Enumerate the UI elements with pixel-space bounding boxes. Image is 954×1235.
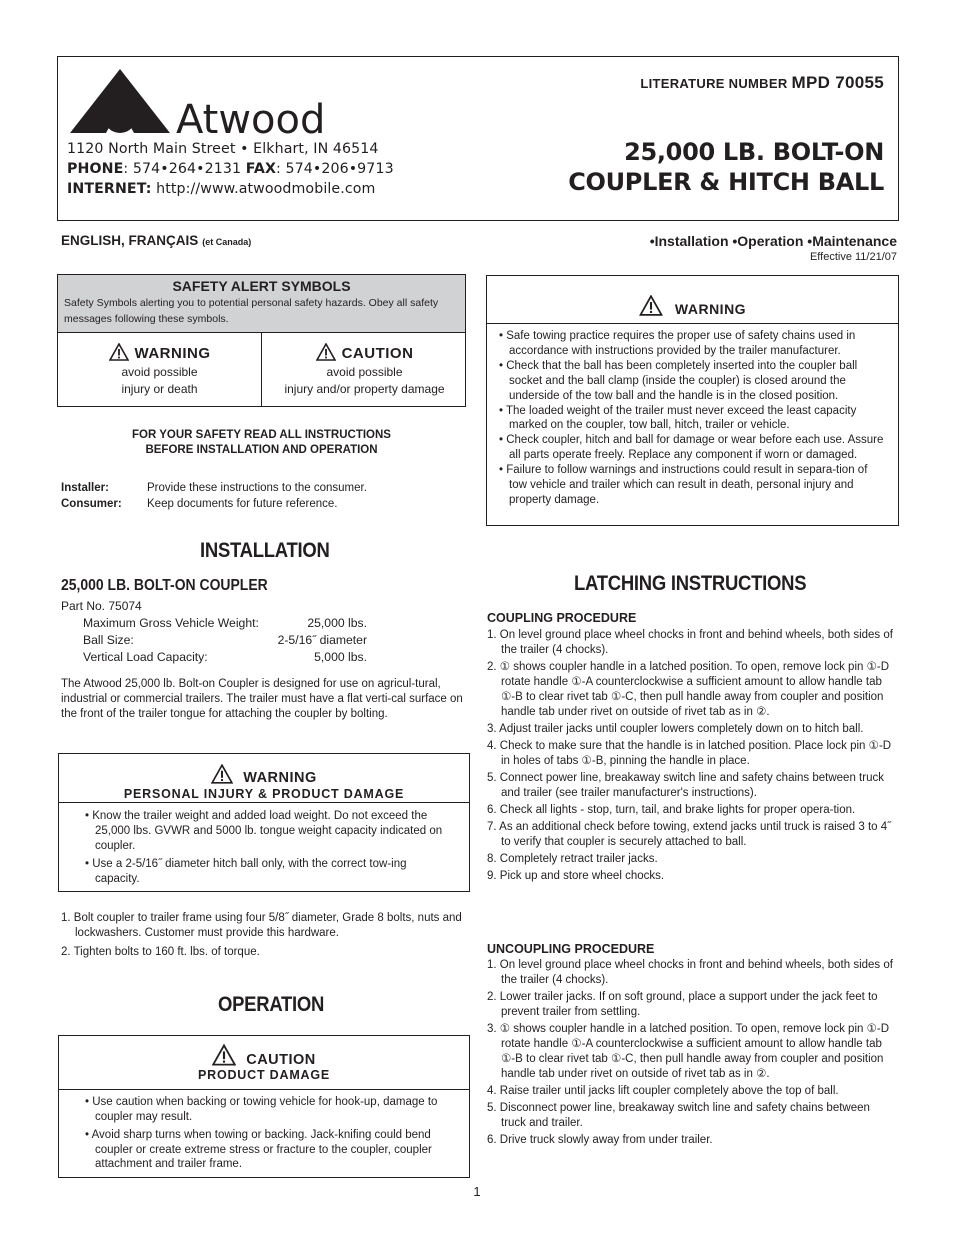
operation-heading: OPERATION [218, 993, 325, 1016]
part-number: Part No. 75074 [61, 599, 142, 613]
internet-line: INTERNET: http://www.atwoodmobile.com [67, 181, 376, 197]
list-item: • Failure to follow warnings and instructions could result in separa-tion of tow vehicle and trailer which can result in death, personal injury and property damage. [499, 463, 884, 508]
phone-line: PHONE: 574•264•2131 FAX: 574•206•9713 [67, 161, 394, 177]
product-title: 25,000 LB. BOLT-ON COUPLER [61, 577, 268, 594]
warning-triangle-icon [316, 343, 336, 361]
uncoupling-title: UNCOUPLING PROCEDURE [487, 942, 655, 956]
warning-triangle-icon [212, 1044, 236, 1066]
installation-heading: INSTALLATION [200, 539, 330, 562]
spec-row: Ball Size: 2-5/16˝ diameter [83, 633, 367, 647]
list-item: 1. On level ground place wheel chocks in front and behind wheels, both sides of the trailer (4 chocks). [487, 629, 893, 656]
warning-triangle-icon [211, 764, 233, 784]
header-box [57, 56, 899, 221]
spec-row: Vertical Load Capacity: 5,000 lbs. [83, 650, 367, 664]
list-item: 7. As an additional check before towing, extend jacks until truck is raised 3 to 4˝ to verify that coupler is securely attached to ball. [487, 821, 891, 848]
safety-alert-text: Safety Symbols alerting you to potential personal safety hazards. Obey all safety messages following these symbols. [64, 297, 439, 325]
installation-warning-box: WARNING PERSONAL INJURY & PRODUCT DAMAGE • Know the trailer weight and added load weight. Do not exceed the 25,000 lbs. GVWR and 5000 lb. tongue weight capacity indicated on coupler. • Use a 2-5/16˝ diameter hitch ball only, with the correct tow-ing capacity. [58, 753, 470, 892]
list-item: 8. Completely retract trailer jacks. [487, 853, 658, 865]
list-item: • Safe towing practice requires the proper use of safety chains used in accordance with instructions provided by the trailer manufacturer. [499, 329, 884, 359]
uncoupling-steps [487, 958, 897, 1150]
list-item: 6. Drive truck slowly away from under trailer. [487, 1134, 713, 1146]
warning-triangle-icon [639, 295, 663, 316]
list-item: • Use a 2-5/16˝ diameter hitch ball only, with the correct tow-ing capacity. [83, 857, 449, 887]
warning-subtitle: PERSONAL INJURY & PRODUCT DAMAGE [123, 787, 405, 801]
document-title: 25,000 LB. BOLT-ON COUPLER & HITCH BALL [568, 138, 884, 196]
caution-subtitle: PRODUCT DAMAGE [197, 1068, 331, 1082]
roles-list: Installer: Provide these instructions to the consumer. Consumer: Keep documents for future reference. [61, 482, 367, 510]
list-item: 2. Tighten bolts to 160 ft. lbs. of torque. [61, 946, 260, 958]
languages: ENGLISH, FRANÇAIS (et Canada) [61, 233, 252, 248]
list-item: 5. Connect power line, breakaway switch line and safety chains between truck and trailer (see trailer manufacturer's instructions). [487, 772, 884, 799]
list-item: 5. Disconnect power line, breakaway switch line and safety chains between truck and trailer. [487, 1102, 870, 1129]
atwood-logo-icon [70, 67, 370, 137]
spec-row: Maximum Gross Vehicle Weight: 25,000 lbs. [83, 616, 367, 630]
brand-text: Atwood [176, 97, 326, 137]
warning-legend: WARNING avoid possible injury or death [58, 333, 262, 406]
list-item: • Check that the ball has been completely inserted into the coupler ball socket and the ball clamp (inside the coupler) is closed around the underside of the tow ball and the handle is in the closed position. [499, 359, 884, 404]
list-item: 4. Raise trailer until jacks lift coupler completely above the top of ball. [487, 1085, 839, 1097]
list-item: 2. Lower trailer jacks. If on soft ground, place a support under the jack feet to prevent trailer from settling. [487, 991, 878, 1018]
list-item: 3. Adjust trailer jacks until coupler lowers completely down on to hitch ball. [487, 723, 864, 735]
list-item: 9. Pick up and store wheel chocks. [487, 870, 665, 882]
operation-caution-box: CAUTION PRODUCT DAMAGE • Use caution when backing or towing vehicle for hook-up, damage to coupler may result. • Avoid sharp turns when towing or backing. Jack-knifing could bend coupler or create extreme stress or fracture to the coupler, coupler attachment and trailer frame. [58, 1035, 470, 1178]
coupling-title: COUPLING PROCEDURE [487, 611, 637, 625]
list-item: 6. Check all lights - stop, turn, tail, and brake lights for proper opera-tion. [487, 804, 856, 816]
list-item: 2. ① shows coupler handle in a latched position. To open, remove lock pin ①-D rotate handle ①-A counterclockwise a sufficient amount to allow handle tab ①-B to clear rivet tab ①-C, then pull handle away from coupler and position handle tab under rivet on outside of rivet tab as in ②. [487, 661, 890, 718]
spec-table [83, 615, 367, 666]
safety-alert-title: SAFETY ALERT SYMBOLS [172, 278, 351, 294]
document-sections: •Installation •Operation •Maintenance [649, 233, 897, 249]
coupling-steps [487, 628, 897, 886]
list-item: 4. Check to make sure that the handle is in latched position. Place lock pin ①-D in holes of tabs ①-B, pinning the handle in place. [487, 740, 892, 767]
warning-triangle-icon [109, 343, 129, 361]
list-item: • Avoid sharp turns when towing or backing. Jack-knifing could bend coupler or create extreme stress or fracture to the coupler, coupler attachment and trailer frame. [85, 1128, 453, 1172]
product-description: The Atwood 25,000 lb. Bolt-on Coupler is designed for use on agricul-tural, industrial or commercial trailers. The trailer must have a flat verti-cal surface on the front of the trailer tongue for attaching the coupler by bolting. [61, 678, 463, 720]
company-address [67, 139, 394, 199]
warning-label: WARNING [674, 301, 747, 317]
literature-number: LITERATURE NUMBER MPD 70055 [640, 73, 884, 92]
list-item: • Use caution when backing or towing vehicle for hook-up, damage to coupler may result. [85, 1095, 453, 1124]
page-number: 1 [473, 1184, 481, 1199]
list-item: 3. ① shows coupler handle in a latched position. To open, remove lock pin ①-D rotate handle ①-A counterclockwise a sufficient amount to allow handle tab ①-B to clear rivet tab ①-C, then pull handle away from coupler and position handle tab under rivet on outside of rivet tab as in ②. [487, 1023, 890, 1080]
warning-box [486, 275, 899, 526]
list-item: • The loaded weight of the trailer must never exceed the least capacity marked on the coupler, tow ball, hitch, trailer or vehicle. [499, 404, 884, 434]
safety-alert-box [57, 274, 466, 407]
list-item: 1. On level ground place wheel chocks in front and behind wheels, both sides of the trailer (4 chocks). [487, 959, 893, 986]
latching-heading: LATCHING INSTRUCTIONS [574, 572, 807, 595]
read-all-notice: FOR YOUR SAFETY READ ALL INSTRUCTIONS BEFORE INSTALLATION AND OPERATION [132, 429, 391, 456]
caution-legend: CAUTION avoid possible injury and/or property damage [284, 345, 445, 396]
list-item: 1. Bolt coupler to trailer frame using four 5/8˝ diameter, Grade 8 bolts, nuts and lockwashers. Customer must provide this hardware. [61, 912, 462, 939]
street-address: 1120 North Main Street • Elkhart, IN 46514 [67, 141, 379, 157]
list-item: • Check coupler, hitch and ball for damage or wear before each use. Assure all parts operate freely. Replace any component if worn or damaged. [499, 433, 884, 463]
installation-steps [61, 911, 466, 964]
effective-date: Effective 11/21/07 [809, 251, 897, 263]
list-item: • Know the trailer weight and added load weight. Do not exceed the 25,000 lbs. GVWR and 5000 lb. tongue weight capacity indicated on coupler. [83, 809, 449, 854]
